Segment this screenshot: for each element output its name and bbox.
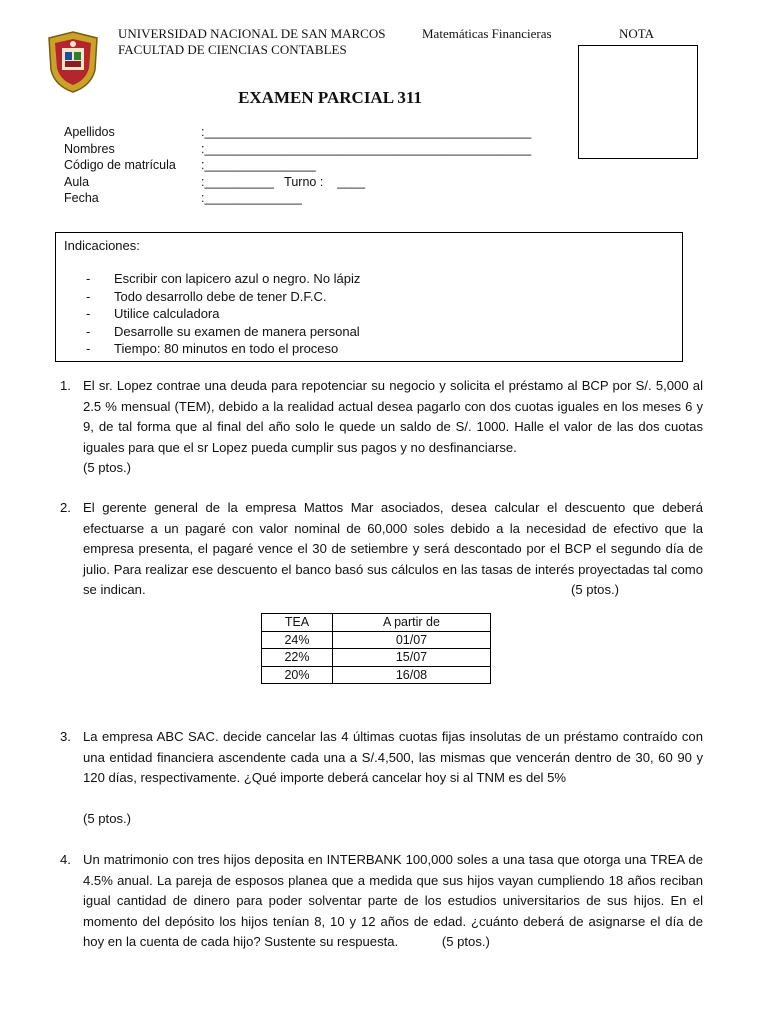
field-label-codigo: Código de matrícula [64,158,176,172]
field-apellidos[interactable]: :_______________________________________________ [201,125,532,139]
question-4 [60,850,703,953]
table-row [262,649,491,667]
field-fecha[interactable]: :______________ [201,191,302,205]
table-cell: 16/08 [332,666,490,684]
exam-title: EXAMEN PARCIAL 311 [238,88,422,107]
question-number: 1. [60,378,71,393]
table-header-cell: TEA [262,614,333,632]
field-label-aula: Aula [64,174,90,189]
nota-label: NOTA [619,26,655,41]
indication-item: - Todo desarrollo debe de tener D.F.C. [86,288,360,306]
field-label-apellidos: Apellidos [64,125,115,139]
question-points: (5 ptos.) [570,582,619,597]
table-row [262,631,491,649]
question-2 [60,498,703,601]
question-3 [60,727,703,829]
table-cell: 15/07 [332,649,490,667]
question-points: (5 ptos.) [83,810,132,826]
question-number: 2. [60,500,71,515]
indications-list [86,270,360,358]
table-cell: 20% [262,666,333,684]
question-number: 3. [60,729,71,744]
faculty-name: FACULTAD DE CIENCIAS CONTABLES [118,42,347,57]
question-points: (5 ptos.) [83,460,132,475]
table-header-row [262,614,491,632]
table-cell: 24% [262,631,333,649]
table-cell: 01/07 [332,631,490,649]
question-points: (5 ptos.) [441,934,490,949]
university-crest-logo [45,30,101,94]
question-text: La empresa ABC SAC. decide cancelar las 4 últimas cuotas fijas insolutas de un préstamo contraído con una entidad financiera ascendente cada una a S/.4,500, las mismas que vencerán dentro de 30, 60 90 y 120 días, respectivamente. ¿Qué importe deberá cancelar hoy si al TNM es del 5% [83,729,703,785]
indications-title: Indicaciones: [64,238,140,253]
field-codigo[interactable]: :________________ [201,158,316,172]
question-text: El sr. Lopez contrae una deuda para repotenciar su negocio y solicita el préstamo al BCP por S/. 5,000 al 2.5 % mensual (TEM), debido a la realidad actual desea pagarlo con dos cuotas iguales en los meses 6 y 9, de tal forma que al final del año solo le quede un saldo de S/. 1000. Halle el valor de las dos cuotas iguales para que el sr Lopez pueda cumplir sus pagos y no desfinanciarse. [83,378,703,455]
student-info-fields [0,124,560,208]
indication-item: - Tiempo: 80 minutos en todo el proceso [86,340,360,358]
university-name: UNIVERSIDAD NACIONAL DE SAN MARCOS [118,26,386,41]
indication-item: - Utilice calculadora [86,305,360,323]
field-label-fecha: Fecha [64,191,99,205]
question-1 [60,376,703,479]
field-nombres[interactable]: :_______________________________________________ [201,141,532,156]
table-row [262,666,491,684]
indication-item: - Escribir con lapicero azul o negro. No lápiz [86,270,360,288]
question-text: Un matrimonio con tres hijos deposita en INTERBANK 100,000 soles a una tasa que otorga una TREA de 4.5% anual. La pareja de esposos planea que a medida que sus hijos vayan cumpliendo 18 años reciban igual cantidad de dinero para poder solventar parte de los estudios universitarios de sus hijos. En el momento del depósito los hijos tenían 8, 10 y 12 años de edad. ¿cuánto deberá de asignarse el día de hoy en la cuenta de cada hijo? Sustente su respuesta. [83,852,703,949]
table-cell: 22% [262,649,333,667]
indications-box [55,232,683,362]
course-name: Matemáticas Financieras [422,26,552,41]
indication-item: - Desarrolle su examen de manera personal [86,323,360,341]
table-header-cell: A partir de [332,614,490,632]
question-number: 4. [60,852,71,867]
field-aula-turno[interactable]: :__________ Turno : ____ [201,174,366,189]
field-label-nombres: Nombres [64,141,115,156]
rate-table [261,613,491,684]
question-text: El gerente general de la empresa Mattos Mar asociados, desea calcular el descuento que deberá efectuarse a un pagaré con valor nominal de 60,000 soles debido a la necesidad de efectivo que la empresa presenta, el pagaré vence el 30 de setiembre y será descontado por el BCP el segundo día de julio. Para realizar ese descuento el banco basó sus cálculos en las tasas de interés proyectadas tal como se indican. [83,500,703,597]
